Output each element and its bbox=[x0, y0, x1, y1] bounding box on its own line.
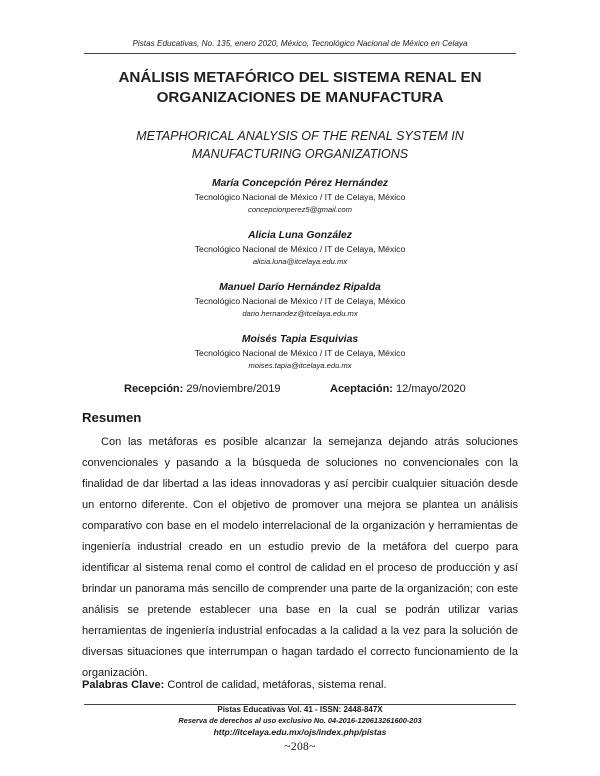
author-institution: Tecnológico Nacional de México / IT de Celaya, México bbox=[194, 244, 406, 254]
title-line: ORGANIZACIONES DE MANUFACTURA bbox=[156, 89, 444, 106]
keywords bbox=[82, 679, 518, 691]
footer-rights-reserve: Reserva de derechos al uso exclusivo No. 04-2016-120613261600-203 bbox=[178, 716, 422, 725]
acceptance-label: Aceptación: bbox=[330, 383, 393, 395]
abstract-body: Con las metáforas es posible alcanzar la semejanza dejando atrás soluciones convencionales y pasando a la búsqueda de soluciones no convencionales con la finalidad de dar libertad a las ideas innovadoras y así percibir cualquier situación desde un entorno diferente. Con el objetivo de promover una mejora se plantea un análisis comparativo con base en el modelo interrelacional de la organización y herramientas de ingeniería industrial creado en un estudio previo de la metáfora del cuerpo para identificar al sistema renal como el control de calidad en el proceso de producción y así brindar un panorama más sencillo de comprender una parte de la organización; con este análisis se pretende establecer una base en la cual se podrán utilizar varias herramientas de ingeniería industrial enfocadas a la calidad a la vez para la solución de diversas situaciones que interrumpan o hagan tardado el correcto funcionamiento de la organización. bbox=[82, 436, 518, 679]
abstract-heading: Resumen bbox=[82, 410, 142, 425]
author-email: alicia.luna@itcelaya.edu.mx bbox=[252, 257, 348, 266]
author-institution: Tecnológico Nacional de México / IT de Celaya, México bbox=[194, 192, 406, 202]
reception-label: Recepción: bbox=[124, 383, 184, 395]
author-institution: Tecnológico Nacional de México / IT de Celaya, México bbox=[194, 296, 406, 306]
author-name: Alicia Luna González bbox=[248, 230, 352, 241]
running-head: Pistas Educativas, No. 135, enero 2020, México, Tecnológico Nacional de México en Celaya bbox=[132, 39, 468, 48]
keywords-label: Palabras Clave: bbox=[82, 679, 165, 691]
author-email: concepcionperez5@gmail.com bbox=[248, 205, 352, 214]
author-name: Moisés Tapia Esquivias bbox=[241, 334, 359, 345]
title-line: METAPHORICAL ANALYSIS OF THE RENAL SYSTEM IN bbox=[136, 129, 464, 143]
header-divider bbox=[84, 53, 516, 54]
reception-value: 29/noviembre/2019 bbox=[186, 383, 281, 395]
acceptance-value: 12/mayo/2020 bbox=[396, 383, 466, 395]
author-block bbox=[60, 332, 540, 372]
author-block bbox=[60, 176, 540, 216]
author-email: dario.hernandez@itcelaya.edu.mx bbox=[242, 309, 358, 318]
author-institution: Tecnológico Nacional de México / IT de Celaya, México bbox=[194, 348, 406, 358]
author-name: María Concepción Pérez Hernández bbox=[211, 178, 389, 189]
footer-journal-issn: Pistas Educativas Vol. 41 - ISSN: 2448-847X bbox=[217, 705, 383, 714]
title-line: MANUFACTURING ORGANIZATIONS bbox=[191, 147, 409, 161]
acceptance-date bbox=[330, 383, 466, 395]
author-email: moises.tapia@itcelaya.edu.mx bbox=[248, 361, 352, 370]
paper-title-english bbox=[60, 127, 540, 163]
reception-date bbox=[124, 383, 281, 395]
footer-url[interactable]: http://itcelaya.edu.mx/ojs/index.php/pistas bbox=[213, 727, 387, 737]
author-name: Manuel Darío Hernández Ripalda bbox=[219, 282, 381, 293]
page-number: ~208~ bbox=[284, 740, 316, 753]
author-block bbox=[60, 280, 540, 320]
keywords-value: Control de calidad, metáforas, sistema renal. bbox=[167, 679, 387, 691]
title-line: ANÁLISIS METAFÓRICO DEL SISTEMA RENAL EN bbox=[118, 69, 482, 86]
author-block bbox=[60, 228, 540, 268]
paper-title-spanish bbox=[60, 68, 540, 108]
